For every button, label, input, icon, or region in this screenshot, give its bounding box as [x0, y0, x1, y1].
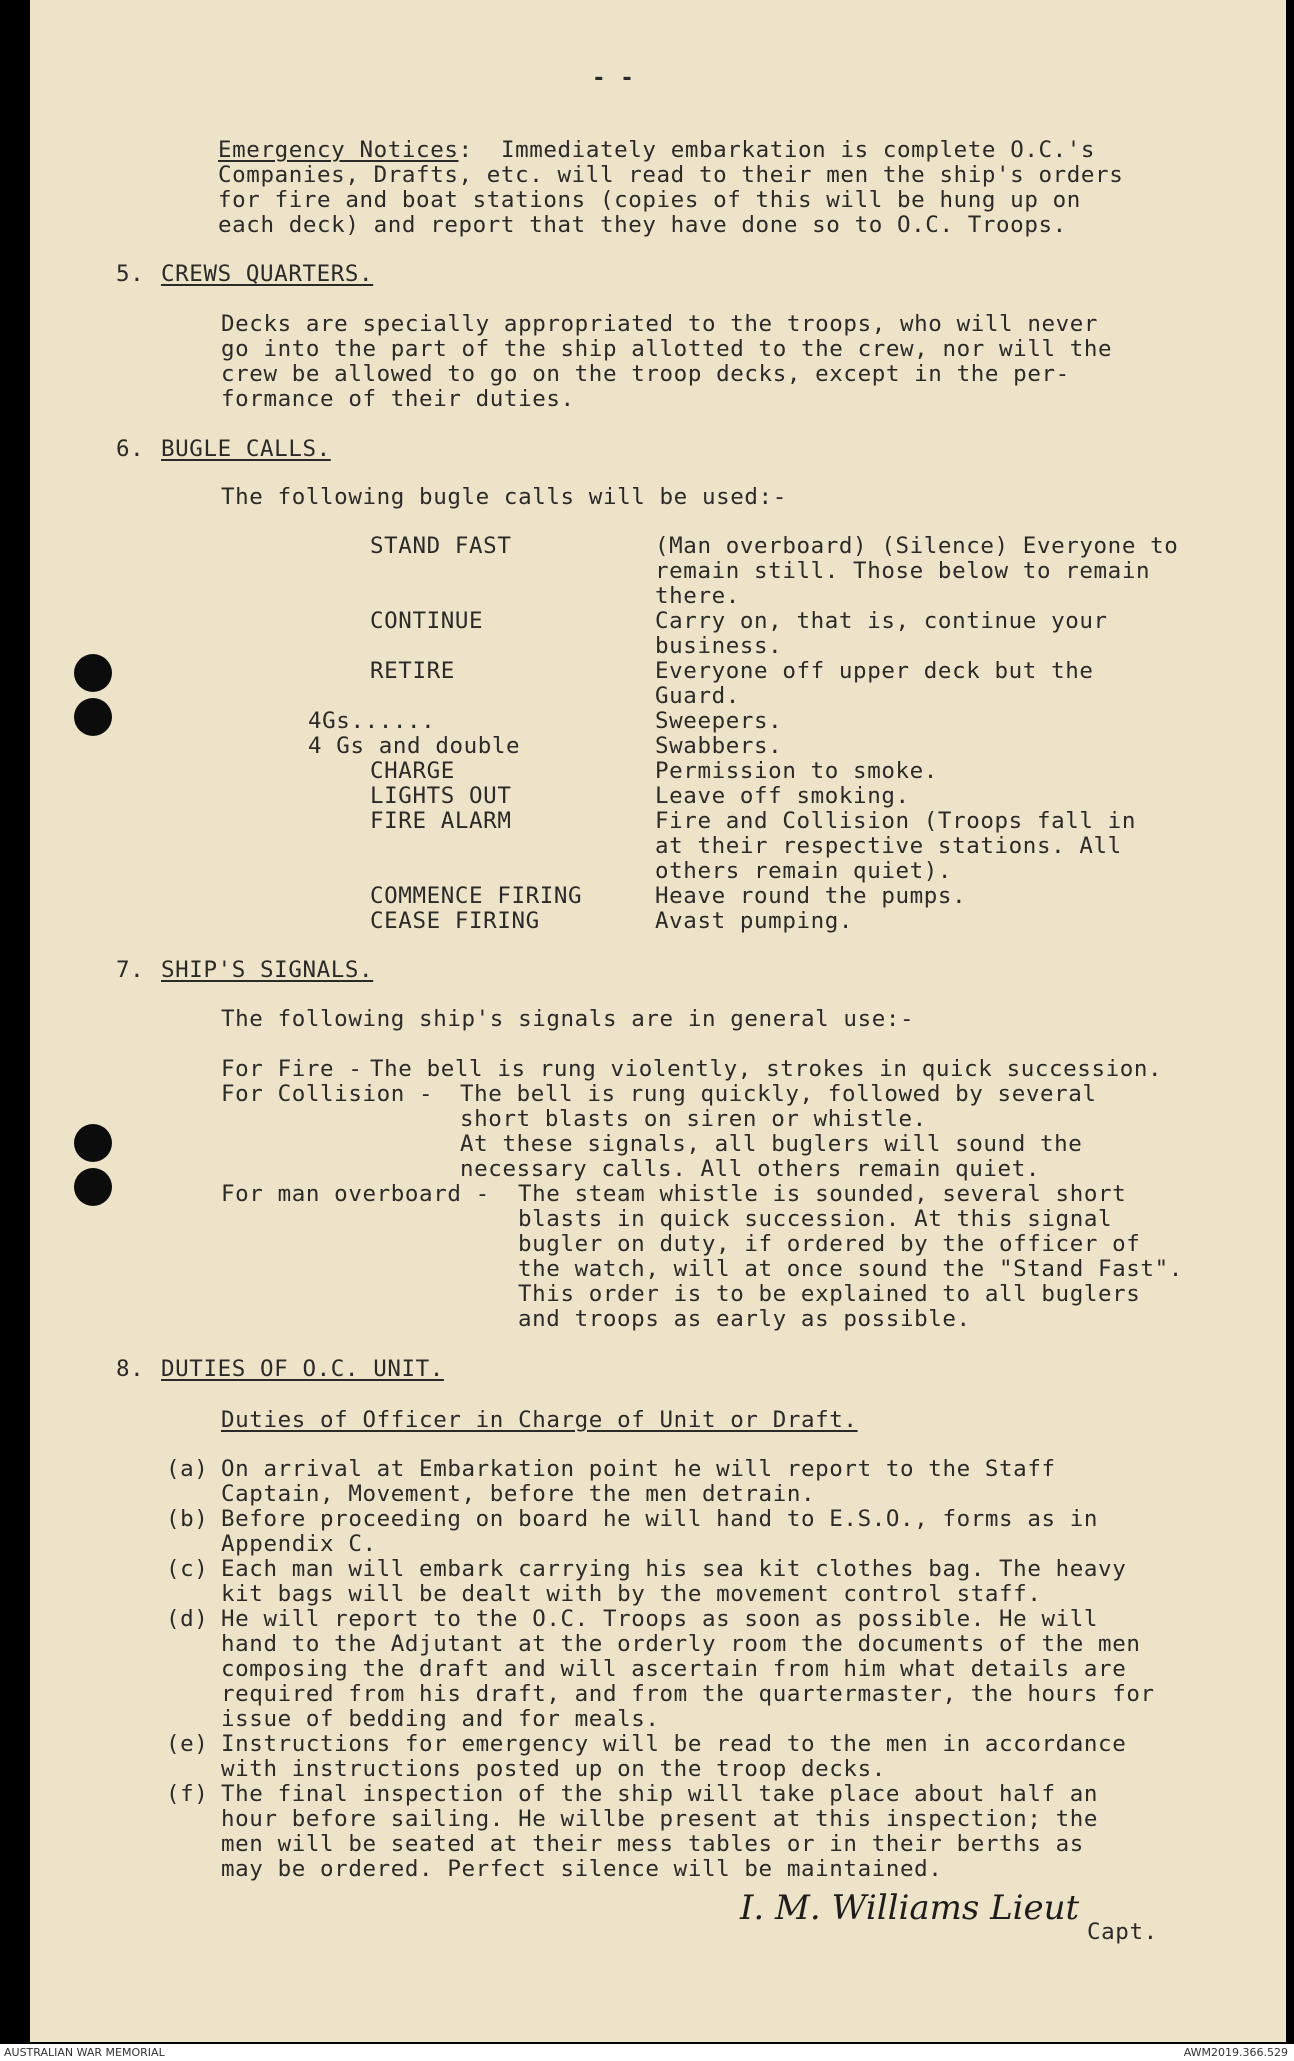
- section-number: 6.: [116, 436, 145, 462]
- signal-text: The bell is rung quickly, followed by several: [460, 1081, 1097, 1107]
- signal-label: For Collision -: [221, 1081, 434, 1107]
- section-number: 7.: [116, 957, 145, 983]
- item-line: Appendix C.: [221, 1531, 377, 1557]
- bugle-call: COMMENCE FIRING: [370, 883, 583, 909]
- item-label: (a): [166, 1456, 209, 1482]
- section-subtitle: Duties of Officer in Charge of Unit or Draft.: [221, 1407, 858, 1433]
- bugle-call: CEASE FIRING: [370, 908, 540, 934]
- body-line: Decks are specially appropriated to the troops, who will never: [221, 311, 1099, 337]
- archive-footer: [0, 2044, 1294, 2061]
- section-intro: The following bugle calls will be used:-: [221, 484, 787, 510]
- bugle-call: CONTINUE: [370, 608, 484, 634]
- item-line: Before proceeding on board he will hand to E.S.O., forms as in: [221, 1506, 1099, 1532]
- signature-rank: Capt.: [1087, 1919, 1158, 1945]
- signal-text: blasts in quick succession. At this signal: [518, 1206, 1113, 1232]
- signal-text: the watch, will at once sound the "Stand Fast".: [518, 1256, 1183, 1282]
- bugle-meaning: Avast pumping.: [655, 908, 854, 934]
- signal-text: The steam whistle is sounded, several short: [518, 1181, 1127, 1207]
- handwritten-signature: I. M. Williams Lieut: [740, 1888, 1080, 1928]
- punch-hole: [74, 1124, 112, 1162]
- item-line: required from his draft, and from the quartermaster, the hours for: [221, 1681, 1155, 1707]
- bugle-meaning: Guard.: [655, 683, 740, 709]
- signal-text: bugler on duty, if ordered by the officer of: [518, 1231, 1141, 1257]
- body-line: go into the part of the ship allotted to the crew, nor will the: [221, 336, 1113, 362]
- bugle-meaning: Carry on, that is, continue your: [655, 608, 1108, 634]
- bugle-call: 4Gs......: [308, 708, 436, 734]
- emergency-line: Immediately embarkation is complete O.C.'s: [500, 137, 1096, 163]
- bugle-call: STAND FAST: [370, 533, 512, 559]
- bugle-call: CHARGE: [370, 758, 455, 784]
- item-line: On arrival at Embarkation point he will report to the Staff: [221, 1456, 1056, 1482]
- item-label: (f): [166, 1781, 209, 1807]
- body-line: crew be allowed to go on the troop decks, except in the per-: [221, 361, 1070, 387]
- bugle-meaning: Heave round the pumps.: [655, 883, 967, 909]
- punch-hole: [74, 1168, 112, 1206]
- item-line: hand to the Adjutant at the orderly room the documents of the men: [221, 1631, 1141, 1657]
- signal-text: This order is to be explained to all buglers: [518, 1281, 1141, 1307]
- footer-archive-name: AUSTRALIAN WAR MEMORIAL: [4, 2046, 165, 2059]
- document-page: [30, 0, 1286, 2042]
- signal-text: At these signals, all buglers will sound the: [460, 1131, 1083, 1157]
- page-marker: - -: [592, 65, 635, 91]
- bugle-meaning: Sweepers.: [655, 708, 783, 734]
- bugle-call: RETIRE: [370, 658, 455, 684]
- section-title: SHIP'S SIGNALS.: [161, 957, 374, 983]
- body-line: formance of their duties.: [221, 386, 575, 412]
- item-label: (c): [166, 1556, 209, 1582]
- item-line: men will be seated at their mess tables or in their berths as: [221, 1831, 1084, 1857]
- item-line: The final inspection of the ship will take place about half an: [221, 1781, 1099, 1807]
- signal-text: The bell is rung violently, strokes in quick succession.: [370, 1056, 1163, 1082]
- signal-text: short blasts on siren or whistle.: [460, 1106, 927, 1132]
- item-line: with instructions posted up on the troop decks.: [221, 1756, 886, 1782]
- section-number: 8.: [116, 1356, 145, 1382]
- item-line: issue of bedding and for meals.: [221, 1706, 660, 1732]
- emergency-line: for fire and boat stations (copies of this will be hung up on: [218, 187, 1081, 213]
- bugle-meaning: remain still. Those below to remain: [655, 558, 1151, 584]
- bugle-meaning: (Man overboard) (Silence) Everyone to: [655, 533, 1179, 559]
- emergency-heading: Emergency Notices: [218, 137, 459, 163]
- section-number: 5.: [116, 261, 145, 287]
- signal-label: For man overboard -: [221, 1181, 490, 1207]
- section-title: CREWS QUARTERS.: [161, 261, 374, 287]
- punch-hole: [74, 654, 112, 692]
- footer-item-id: AWM2019.366.529: [1183, 2046, 1288, 2059]
- item-label: (d): [166, 1606, 209, 1632]
- emergency-line: Companies, Drafts, etc. will read to their men the ship's orders: [218, 162, 1124, 188]
- item-line: kit bags will be dealt with by the movement control staff.: [221, 1581, 1042, 1607]
- section-intro: The following ship's signals are in general use:-: [221, 1006, 915, 1032]
- bugle-meaning: there.: [655, 583, 740, 609]
- item-line: Captain, Movement, before the men detrain.: [221, 1481, 816, 1507]
- punch-hole: [74, 698, 112, 736]
- bugle-meaning: at their respective stations. All: [655, 833, 1122, 859]
- item-line: may be ordered. Perfect silence will be maintained.: [221, 1856, 943, 1882]
- section-title: DUTIES OF O.C. UNIT.: [161, 1356, 444, 1382]
- signal-label: For Fire -: [221, 1056, 363, 1082]
- bugle-call: LIGHTS OUT: [370, 783, 512, 809]
- bugle-meaning: Permission to smoke.: [655, 758, 938, 784]
- bugle-meaning: Leave off smoking.: [655, 783, 910, 809]
- bugle-call: 4 Gs and double: [308, 733, 521, 759]
- emergency-line: each deck) and report that they have done so to O.C. Troops.: [218, 212, 1067, 238]
- item-label: (e): [166, 1731, 209, 1757]
- section-title: BUGLE CALLS.: [161, 436, 331, 462]
- item-line: He will report to the O.C. Troops as soon as possible. He will: [221, 1606, 1099, 1632]
- bugle-call: FIRE ALARM: [370, 808, 512, 834]
- item-line: Instructions for emergency will be read to the men in accordance: [221, 1731, 1127, 1757]
- bugle-meaning: others remain quiet).: [655, 858, 953, 884]
- bugle-meaning: Fire and Collision (Troops fall in: [655, 808, 1136, 834]
- emergency-notices: Emergency Notices: Immediately embarkation is complete O.C.'s: [218, 137, 1096, 163]
- item-line: hour before sailing. He willbe present at this inspection; the: [221, 1806, 1099, 1832]
- item-line: Each man will embark carrying his sea kit clothes bag. The heavy: [221, 1556, 1127, 1582]
- signal-text: necessary calls. All others remain quiet.: [460, 1156, 1040, 1182]
- item-line: composing the draft and will ascertain from him what details are: [221, 1656, 1127, 1682]
- item-label: (b): [166, 1506, 209, 1532]
- signal-text: and troops as early as possible.: [518, 1306, 971, 1332]
- bugle-meaning: business.: [655, 633, 783, 659]
- bugle-meaning: Swabbers.: [655, 733, 783, 759]
- bugle-meaning: Everyone off upper deck but the: [655, 658, 1094, 684]
